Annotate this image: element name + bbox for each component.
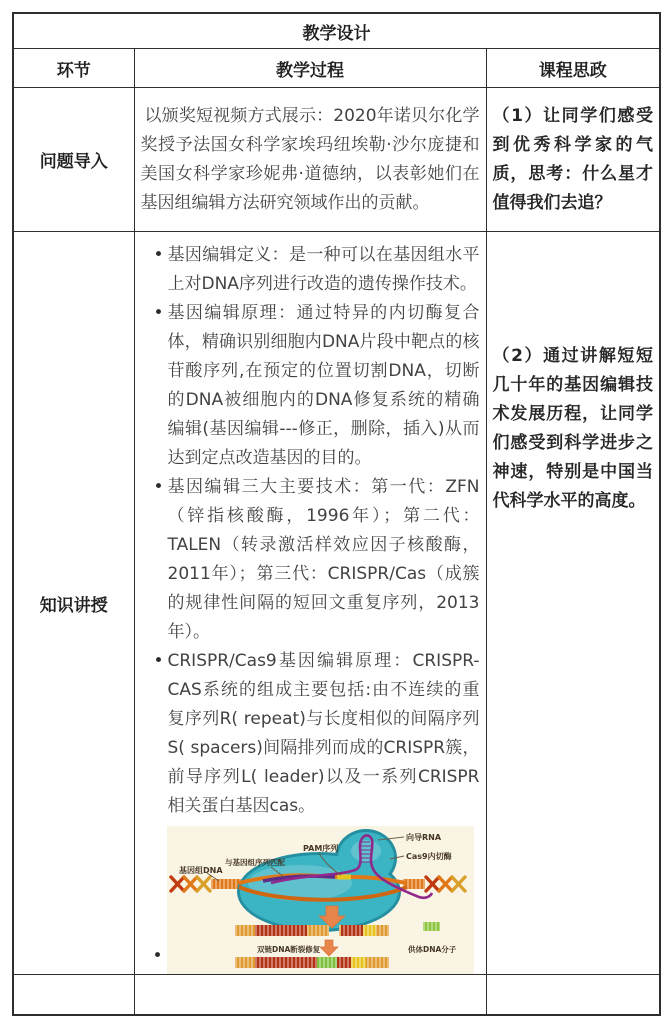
label-genomic-dna: • 基因组DNA — [178, 866, 223, 875]
broken-dna-bars — [235, 925, 389, 936]
empty-cell — [134, 975, 486, 1015]
stage-label-intro: 问题导入 — [13, 88, 134, 232]
label-guide-rna: 向导RNA — [405, 833, 441, 842]
column-header-ideology: 课程思政 — [486, 49, 660, 88]
crispr-cas9-figure — [167, 826, 474, 974]
list-item: • 基因编辑定义：是一种可以在基因组水平上对DNA序列进行改造的遗传操作技术。 — [168, 241, 480, 299]
crispr-diagram-svg — [167, 826, 474, 974]
donor-dna-segment — [423, 922, 440, 931]
repaired-dna-bar — [235, 957, 389, 968]
list-item: • 基因编辑原理：通过特异的内切酶复合体，精确识别细胞内DNA片段中靶点的核苷酸序列,在预定的位置切割DNA，切断的DNA被细胞内的DNA修复系统的精确编辑(基因编辑---修正，删除，插入)从而达到定点改造基因的目的。 — [168, 299, 480, 473]
bullet-list — [141, 241, 480, 821]
table-header-row — [13, 49, 660, 88]
label-sequence-match: 与基因组序列匹配 — [224, 858, 285, 867]
label-donor-dna: 供体DNA分子 — [407, 945, 456, 954]
table-row-partial — [13, 975, 660, 1015]
label-pam: PAM序列 — [302, 844, 338, 853]
teaching-design-table — [12, 12, 661, 1016]
empty-cell — [486, 975, 660, 1015]
page-title: 教学设计 — [13, 13, 660, 49]
intro-process-text: 以颁奖短视频方式展示：2020年诺贝尔化学奖授予法国女科学家埃玛纽埃勒·沙尔庞捷和美国女科学家珍妮弗·道德纳，以表彰她们在基因组编辑方法研究领域作出的贡献。 — [134, 88, 486, 232]
intro-ideology-text: （1）让同学们感受到优秀科学家的气质，思考：什么星才值得我们去追？ — [486, 88, 660, 232]
label-dsb-repair: 双链DNA断裂修复 — [256, 945, 320, 954]
table-row-knowledge — [13, 232, 660, 975]
list-item: • CRISPR/Cas9基因编辑原理：CRISPR-CAS系统的组成主要包括:由不连续的重复序列R( repeat)与长度相似的间隔序列S( spacers)间隔排列而成的CRISPR簇，前导序列L( leader)以及一系列CRISPR相关蛋白基因cas。 — [168, 647, 480, 821]
table-row-intro — [13, 88, 660, 232]
knowledge-process-cell — [134, 232, 486, 975]
knowledge-ideology-text: （2）通过讲解短短几十年的基因编辑技术发展历程，让同学们感受到科学进步之神速，特别是中国当代科学水平的高度。 — [486, 232, 660, 975]
table-title-row — [13, 13, 660, 49]
column-header-stage: 环节 — [13, 49, 134, 88]
label-cas9: Cas9内切酶 — [405, 852, 452, 861]
empty-cell — [13, 975, 134, 1015]
list-item: • 基因编辑三大主要技术：第一代：ZFN（锌指核酸酶，1996年）；第二代：TALEN（转录激活样效应因子核酸酶，2011年）；第三代：CRISPR/Cas（成簇的规律性间隔的短回文重复序列，2013年）。 — [168, 473, 480, 647]
stage-label-knowledge: 知识讲授 — [13, 232, 134, 975]
column-header-process: 教学过程 — [134, 49, 486, 88]
